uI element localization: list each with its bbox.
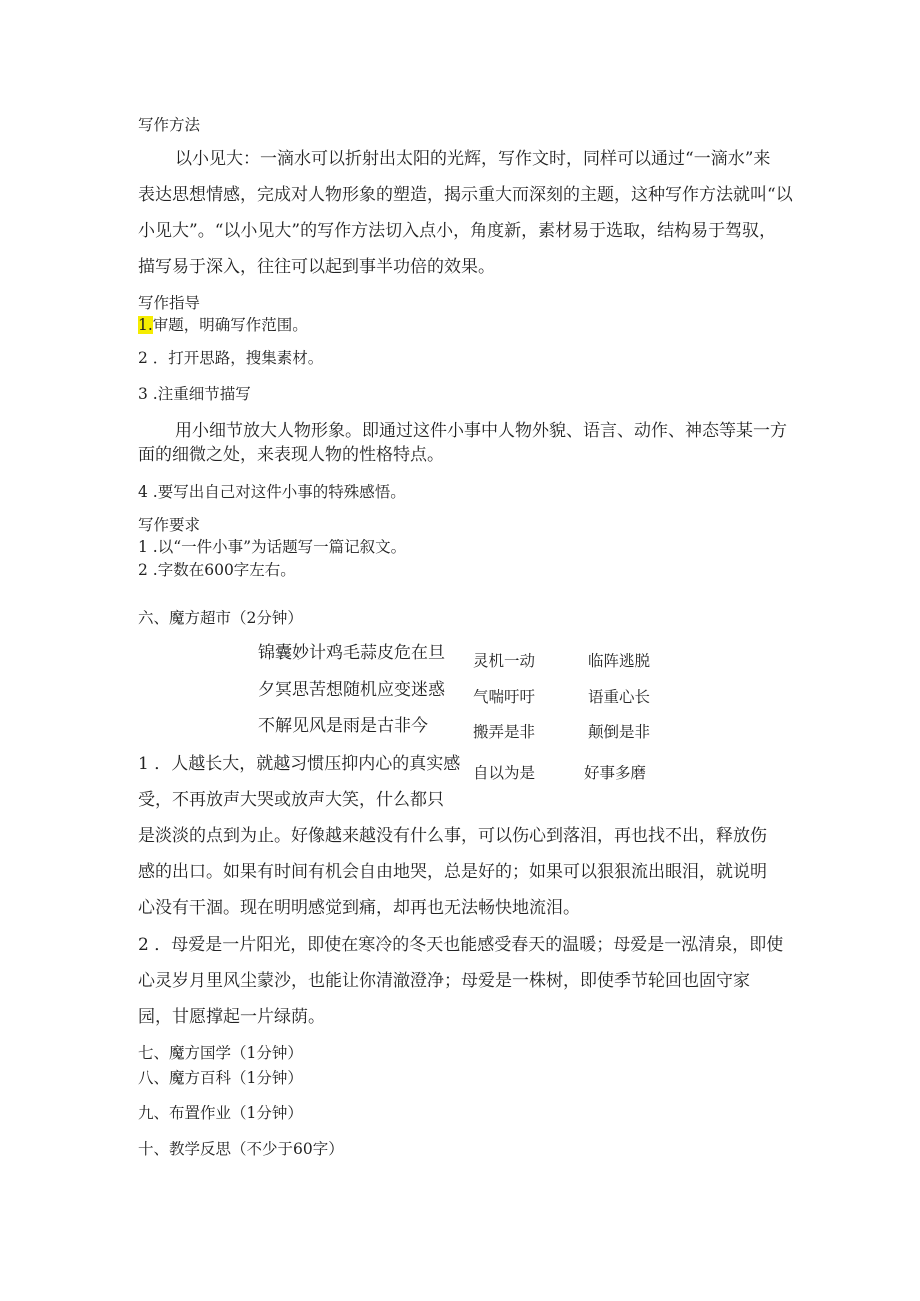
method-line-4: 描写易于深入，往往可以起到事半功倍的效果。	[138, 257, 495, 277]
idiom-col-b-2: 语重心长	[588, 688, 651, 706]
idiom-col-a-3: 搬弄是非	[473, 723, 536, 741]
requirements-item-1: 1 .以“一件小事”为话题写一篇记叙文。	[138, 538, 407, 556]
idiom-col-b-3: 颠倒是非	[588, 723, 651, 741]
guide-item-3-line-1: 用小细节放大人物形象。即通过这件小事中人物外貌、语言、动作、神态等某一方	[175, 421, 787, 441]
requirements-item-2: 2 .字数在600字左右。	[138, 561, 296, 579]
idiom-left-line-3: 不解见风是雨是古非今	[258, 716, 428, 736]
method-line-1: 以小见大：一滴水可以折射出太阳的光辉，写作文时，同样可以通过“一滴水”来	[175, 149, 771, 169]
section-10-heading: 十、教学反思（不少于60字）	[138, 1140, 344, 1158]
idiom-col-a-4: 自以为是	[473, 764, 536, 782]
idiom-col-b-4: 好事多磨	[584, 764, 647, 782]
section-9-heading: 九、布置作业（1分钟）	[138, 1104, 303, 1122]
para-2-line-1: 2 ．母爱是一片阳光，即使在寒冷的冬天也能感受春天的温暖；母爱是一泓清泉，即使	[138, 935, 784, 955]
para-2-line-2: 心灵岁月里风尘蒙沙，也能让你清澈澄净；母爱是一株树，即使季节轮回也固守家	[138, 971, 750, 991]
idiom-col-a-1: 灵机一动	[473, 652, 536, 670]
requirements-heading: 写作要求	[138, 516, 201, 534]
para-1-line-2: 受，不再放声大哭或放声大笑，什么都只	[138, 790, 444, 810]
section-8-heading: 八、魔方百科（1分钟）	[138, 1069, 303, 1087]
section-6-heading: 六、魔方超市（2分钟）	[138, 609, 303, 627]
guide-item-1	[138, 315, 308, 335]
idiom-left-line-2: 夕冥思苦想随机应变迷惑	[258, 680, 445, 700]
idiom-left-line-1: 锦囊妙计鸡毛蒜皮危在旦	[258, 643, 445, 663]
method-line-2: 表达思想情感，完成对人物形象的塑造，揭示重大而深刻的主题，这种写作方法就叫“以	[138, 185, 793, 205]
section-7-heading: 七、魔方国学（1分钟）	[138, 1044, 303, 1062]
guide-item-1-number: 1.	[138, 316, 153, 334]
guide-item-4: 4 .要写出自己对这件小事的特殊感悟。	[138, 483, 406, 501]
para-1-line-1: 1 ．人越长大，就越习惯压抑内心的真实感	[138, 754, 461, 774]
guide-item-2: 2 ．打开思路，搜集素材。	[138, 349, 324, 367]
para-2-line-3: 园，甘愿撑起一片绿荫。	[138, 1007, 325, 1027]
guide-item-1-text: 审题，明确写作范围。	[152, 316, 308, 334]
para-1-line-5: 心没有干涸。现在明明感觉到痛，却再也无法畅快地流泪。	[138, 898, 580, 918]
method-line-3: 小见大”。“以小见大”的写作方法切入点小，角度新，素材易于选取，结构易于驾驭，	[138, 221, 777, 241]
guide-item-3-line-2: 面的细微之处，来表现人物的性格特点。	[138, 445, 444, 465]
method-heading: 写作方法	[138, 116, 201, 134]
idiom-col-a-2: 气喘吁吁	[473, 688, 536, 706]
guide-heading: 写作指导	[138, 294, 201, 312]
para-1-line-3: 是淡淡的点到为止。好像越来越没有什么事，可以伤心到落泪，再也找不出，释放伤	[138, 826, 767, 846]
guide-item-3: 3 .注重细节描写	[138, 385, 251, 403]
idiom-col-b-1: 临阵逃脱	[588, 652, 651, 670]
para-1-line-4: 感的出口。如果有时间有机会自由地哭，总是好的；如果可以狠狠流出眼泪，就说明	[138, 862, 767, 882]
